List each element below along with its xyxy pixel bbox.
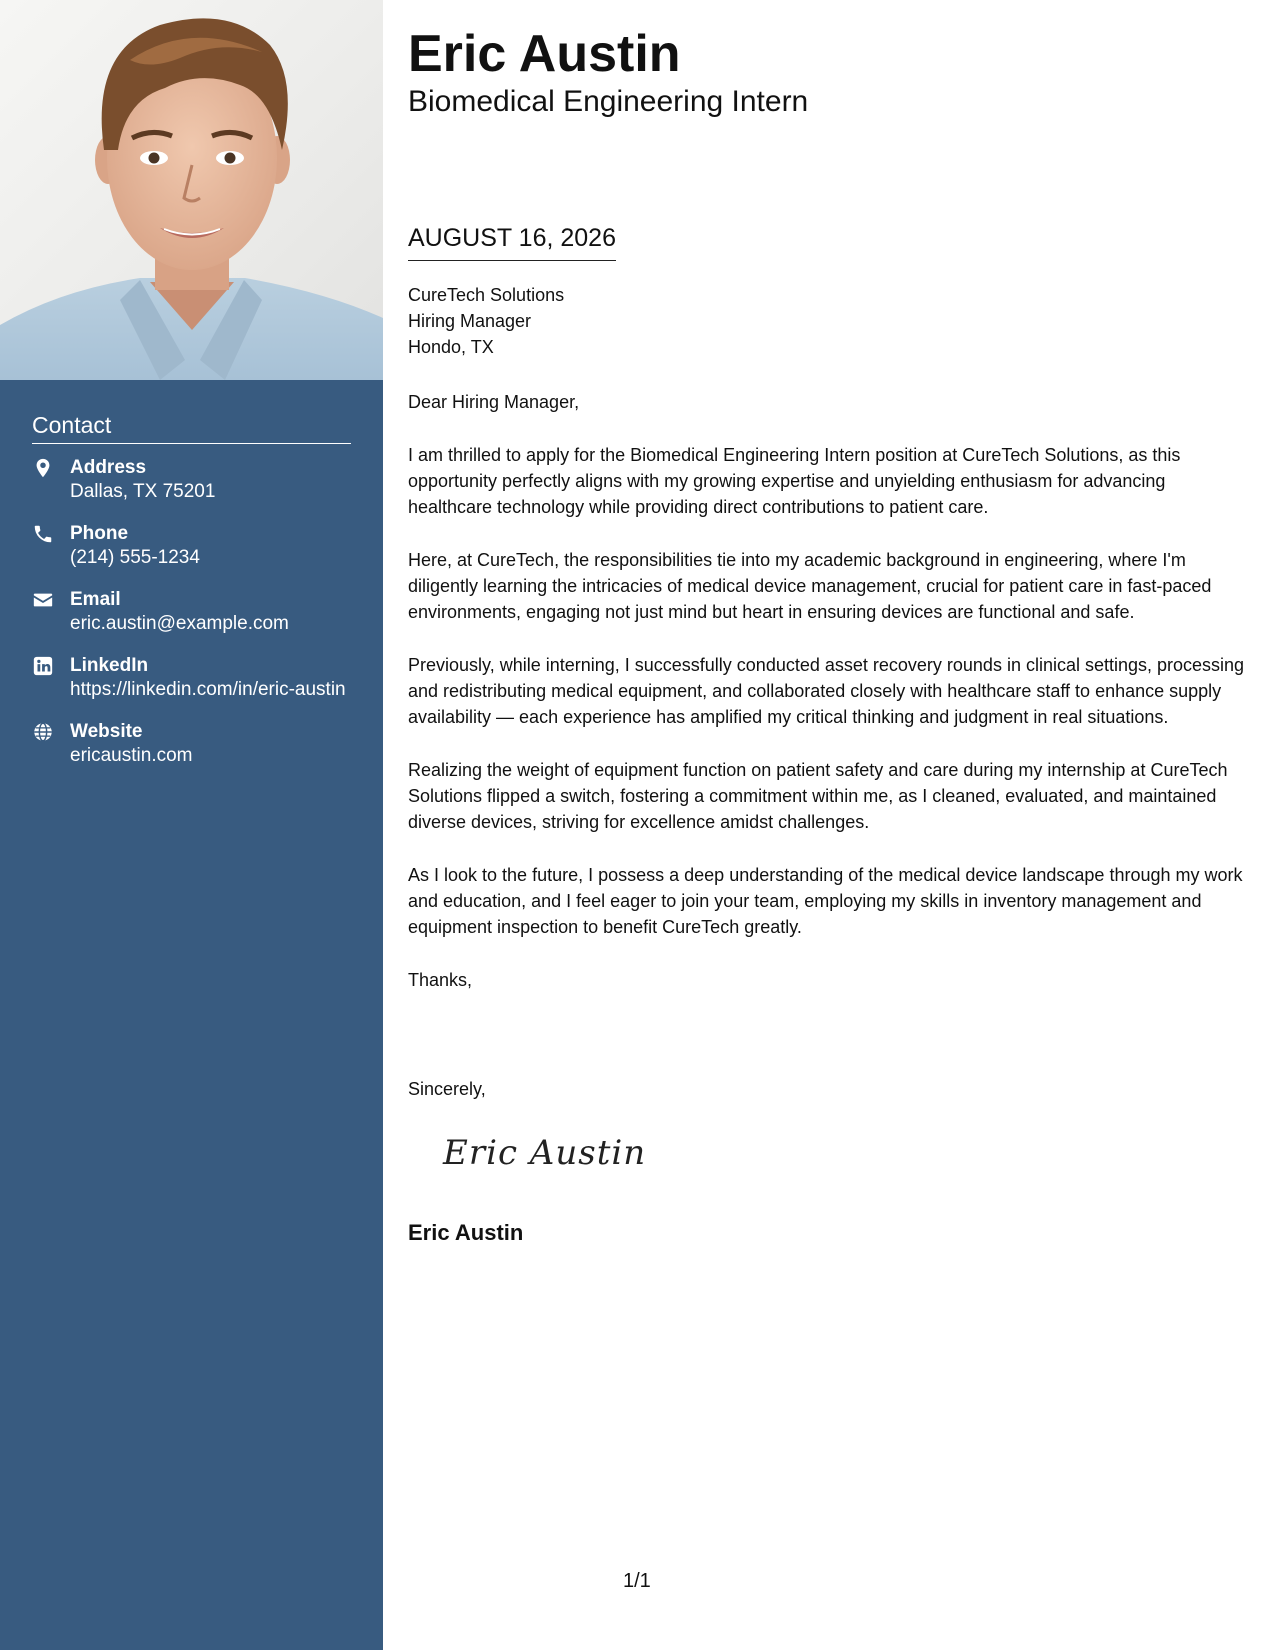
recipient-location: Hondo, TX bbox=[408, 337, 494, 357]
phone-icon bbox=[32, 523, 54, 545]
contact-label: LinkedIn bbox=[70, 655, 149, 676]
contact-title: Contact bbox=[32, 412, 351, 444]
contact-email bbox=[32, 588, 351, 636]
recipient-title: Hiring Manager bbox=[408, 311, 532, 331]
paragraph: Previously, while interning, I successfully conducted asset recovery rounds in clinical settings, processing and redistributing medical equipment, and collaborated closely with healthcare staff to enhance supply availability — each experience has amplified my critical thinking and judgment in real situations. bbox=[408, 655, 1245, 727]
contact-linkedin bbox=[32, 654, 351, 702]
address-value: Dallas, TX 75201 bbox=[70, 481, 216, 502]
paragraph: I am thrilled to apply for the Biomedical Engineering Intern position at CureTech Solutions, as this opportunity perfectly aligns with my growing expertise and unyielding enthusiasm for advancing healthcare technology while providing direct contributions to patient care. bbox=[408, 445, 1181, 517]
envelope-icon bbox=[32, 589, 54, 611]
letter-date: AUGUST 16, 2026 bbox=[408, 222, 616, 261]
contact-label: Email bbox=[70, 589, 121, 610]
paragraph: Realizing the weight of equipment function on patient safety and care during my internship at CureTech Solutions flipped a switch, fostering a commitment within me, as I cleaned, evaluated, and maintained diverse devices, striving for excellence amidst challenges. bbox=[408, 760, 1228, 832]
website-value[interactable]: ericaustin.com bbox=[70, 745, 193, 766]
location-pin-icon bbox=[32, 457, 54, 479]
contact-label: Address bbox=[70, 457, 147, 478]
greeting: Dear Hiring Manager, bbox=[408, 392, 580, 412]
contact-section bbox=[32, 412, 351, 786]
contact-website bbox=[32, 720, 351, 768]
applicant-name: Eric Austin bbox=[408, 25, 681, 83]
closing-thanks: Thanks, bbox=[408, 970, 473, 990]
letter-body bbox=[408, 389, 1248, 1020]
sidebar bbox=[0, 0, 383, 1650]
email-value[interactable]: eric.austin@example.com bbox=[70, 613, 289, 634]
paragraph: As I look to the future, I possess a deep understanding of the medical device landscape through my work and education, and I feel eager to join your team, employing my skills in inventory management and equipment inspection to benefit CureTech greatly. bbox=[408, 865, 1243, 937]
linkedin-value[interactable]: https://linkedin.com/in/eric-austin bbox=[70, 679, 346, 700]
page-number: 1/1 bbox=[623, 1570, 651, 1592]
applicant-role: Biomedical Engineering Intern bbox=[408, 85, 809, 118]
profile-photo bbox=[0, 0, 383, 380]
linkedin-icon bbox=[32, 655, 54, 677]
globe-icon bbox=[32, 721, 54, 743]
closing: Sincerely, bbox=[408, 1079, 486, 1099]
paragraph: Here, at CureTech, the responsibilities tie into my academic background in engineering, where I'm diligently learning the intricacies of medical device management, crucial for patient care in fast-paced environments, engaging not just mind but heart in ensuring devices are functional and safe. bbox=[408, 550, 1212, 622]
signed-name: Eric Austin bbox=[408, 1220, 524, 1245]
contact-phone bbox=[32, 522, 351, 570]
recipient-company: CureTech Solutions bbox=[408, 285, 565, 305]
signature: Eric Austin bbox=[443, 1133, 647, 1173]
recipient-block bbox=[408, 282, 564, 360]
phone-value: (214) 555-1234 bbox=[70, 547, 200, 568]
contact-address bbox=[32, 456, 351, 504]
contact-label: Phone bbox=[70, 523, 129, 544]
contact-label: Website bbox=[70, 721, 143, 742]
